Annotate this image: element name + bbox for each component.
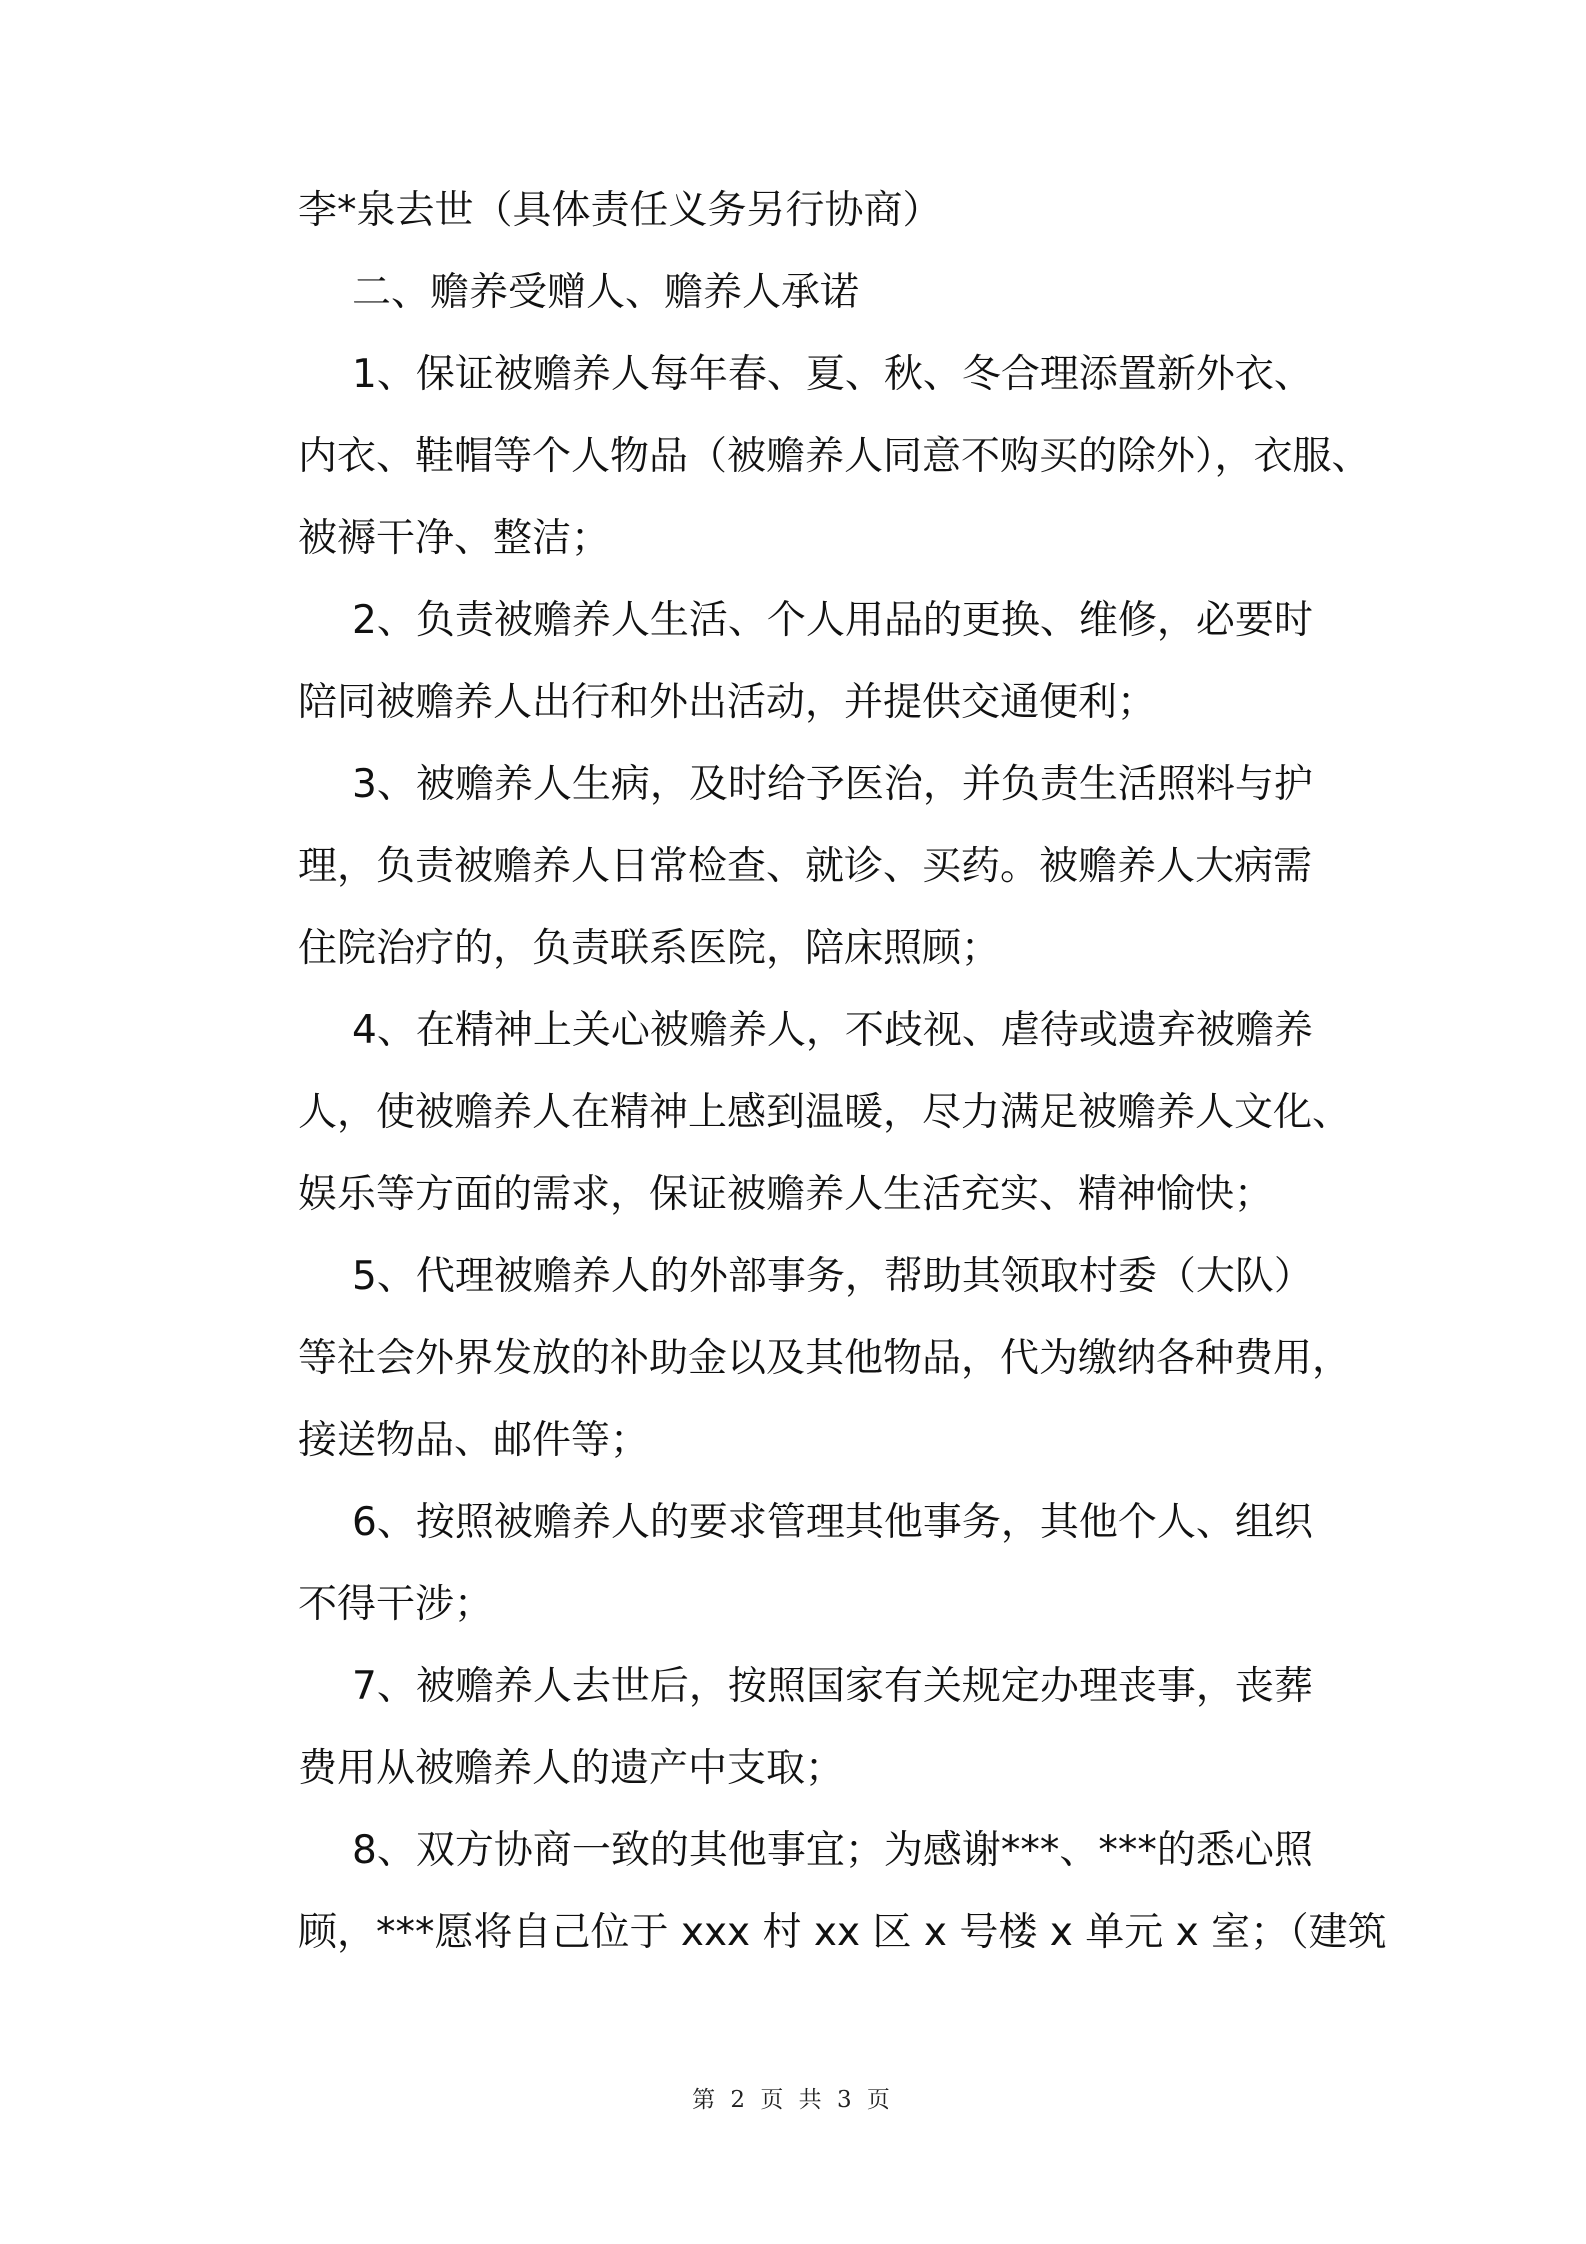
text-line: 5、代理被赡养人的外部事务，帮助其领取村委（大队）: [352, 1254, 1313, 1299]
text-line: 7、被赡养人去世后，按照国家有关规定办理丧事，丧葬: [352, 1664, 1313, 1709]
text-line: 费用从被赡养人的遗产中支取；: [298, 1746, 845, 1791]
text-line: 人，使被赡养人在精神上感到温暖，尽力满足被赡养人文化、: [298, 1090, 1352, 1135]
text-line: 等社会外界发放的补助金以及其他物品，代为缴纳各种费用，: [298, 1336, 1352, 1381]
text-line: 2、负责被赡养人生活、个人用品的更换、维修，必要时: [352, 598, 1313, 643]
section-heading: 二、赡养受赠人、赡养人承诺: [352, 270, 860, 315]
text-line: 4、在精神上关心被赡养人，不歧视、虐待或遗弃被赡养: [352, 1008, 1313, 1053]
text-line: 理，负责被赡养人日常检查、就诊、买药。被赡养人大病需: [298, 844, 1313, 889]
text-line: 接送物品、邮件等；: [298, 1418, 650, 1463]
text-line: 娱乐等方面的需求，保证被赡养人生活充实、精神愉快；: [298, 1172, 1274, 1217]
text-line: 3、被赡养人生病，及时给予医治，并负责生活照料与护: [352, 762, 1313, 807]
text-line: 1、保证被赡养人每年春、夏、秋、冬合理添置新外衣、: [352, 352, 1313, 397]
text-line: 顾，***愿将自己位于 xxx 村 xx 区 x 号楼 x 单元 x 室；（建筑: [298, 1910, 1387, 1955]
text-line: 被褥干净、整洁；: [298, 516, 611, 561]
text-line: 陪同被赡养人出行和外出活动，并提供交通便利；: [298, 680, 1157, 725]
text-line: 8、双方协商一致的其他事宜；为感谢***、***的悉心照: [352, 1828, 1313, 1873]
text-line: 李*泉去世（具体责任义务另行协商）: [298, 188, 942, 233]
text-line: 不得干涉；: [298, 1582, 494, 1627]
text-line: 内衣、鞋帽等个人物品（被赡养人同意不购买的除外），衣服、: [298, 434, 1371, 479]
text-line: 6、按照被赡养人的要求管理其他事务，其他个人、组织: [352, 1500, 1313, 1545]
page-number-footer: 第 2 页 共 3 页: [692, 2087, 894, 2113]
text-line: 住院治疗的，负责联系医院，陪床照顾；: [298, 926, 1001, 971]
